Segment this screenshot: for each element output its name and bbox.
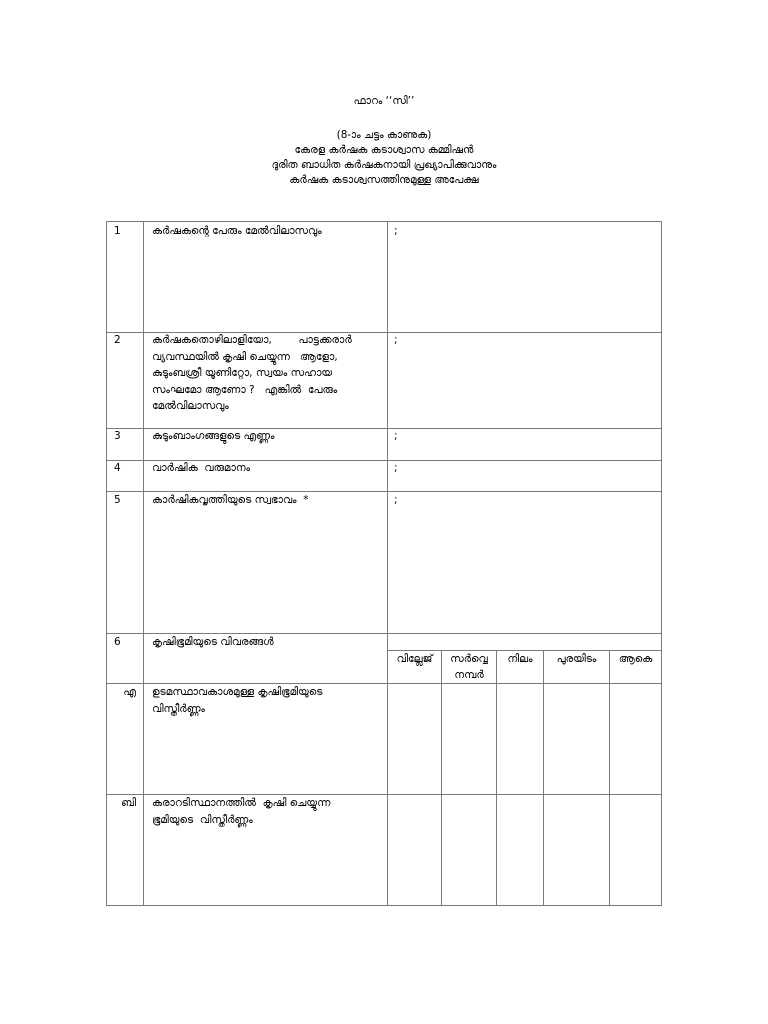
answer-field[interactable]: ; [394, 430, 398, 442]
question-owned-land-area [152, 684, 380, 717]
column-divider-number [143, 221, 144, 905]
rule-reference: (8-ാം ചട്ടം കാണുക) [336, 129, 432, 141]
question-line: മേൽവിലാസവും [152, 400, 229, 412]
commission-name: കേരള കർഷക കടാശ്വാസ കമ്മിഷൻ [294, 144, 474, 156]
question-line: കൃഷിഭൂമിയുടെ വിവരങ്ങൾ [152, 636, 274, 648]
header-village: വില്ലേജ് [396, 653, 433, 665]
question-leased-land-area [152, 795, 380, 828]
row-number: 4 [114, 462, 121, 474]
question-line: ഉടമസ്ഥാവകാശമുള്ള കൃഷിഭൂമിയുടെ [152, 686, 323, 698]
header-garden-land: പുരയിടം [556, 653, 597, 665]
row-number: 6 [114, 636, 121, 648]
question-land-details [152, 634, 380, 651]
row-number: 5 [114, 494, 121, 506]
question-name-address [152, 223, 380, 240]
header-wetland: നിലം [507, 653, 533, 665]
question-line: കുടുംബശ്രീ യൂണിറ്റോ, സ്വയം സഹായ [152, 367, 333, 379]
row-number: 1 [114, 225, 121, 237]
question-applicant-type [152, 332, 380, 415]
row-number: എ [123, 686, 136, 698]
question-family-members [152, 428, 380, 445]
application-title: കർഷക കടാശ്വസത്തിനുമുള്ള അപേക്ഷ [289, 174, 479, 186]
form-purpose-line: ദുരിത ബാധിത കർഷകനായി പ്രഖ്യാപിക്കുവാനും [271, 159, 497, 171]
question-line: വ്യവസ്ഥയിൽ കൃഷി ചെയ്യുന്ന ആളോ, [152, 350, 338, 363]
answer-field[interactable]: ; [394, 462, 398, 474]
question-line: കാർഷികവൃത്തിയുടെ സ്വഭാവം * [152, 494, 309, 506]
column-divider-question [387, 221, 388, 905]
table-border-right [661, 221, 662, 905]
row-number: 3 [114, 430, 121, 442]
table-border-left [106, 221, 107, 905]
header-survey-number: സർവ്വെ നമ്പർ [450, 653, 488, 681]
question-annual-income [152, 460, 380, 477]
row-number: ബി [121, 797, 136, 809]
question-line: ഭൂമിയുടെ വിസ്തീർണ്ണം [152, 813, 253, 826]
table-border-bottom [106, 905, 662, 906]
question-line: കരാറടിസ്ഥാനത്തിൽ കൃഷി ചെയ്യുന്ന [152, 797, 331, 809]
answer-field[interactable]: ; [394, 225, 398, 237]
question-line: വിസ്തീർണ്ണം [152, 702, 205, 715]
answer-field[interactable]: ; [394, 494, 398, 506]
table-border-top [106, 221, 662, 222]
row-number: 2 [114, 334, 121, 346]
land-column-divider [543, 650, 544, 905]
question-line: കർഷകതൊഴിലാളിയോ, പാട്ടക്കരാർ [152, 334, 352, 346]
answer-field[interactable]: ; [394, 334, 398, 346]
question-line: കർഷകന്റെ പേരും മേൽവിലാസവും [152, 225, 322, 237]
form-title: ഫാറം ‘‘സി’’ [353, 95, 415, 107]
question-line: വാർഷിക വരുമാനം [152, 462, 250, 474]
question-farming-nature [152, 492, 380, 509]
question-line: സംഘമോ ആണോ ? എങ്കിൽ പേരും [152, 383, 338, 396]
land-column-divider [609, 650, 610, 905]
question-line: കുടുംബാംഗങ്ങളുടെ എണ്ണം [152, 430, 275, 442]
land-column-divider [496, 650, 497, 905]
land-column-divider [441, 650, 442, 905]
header-total: ആകെ [618, 653, 653, 665]
